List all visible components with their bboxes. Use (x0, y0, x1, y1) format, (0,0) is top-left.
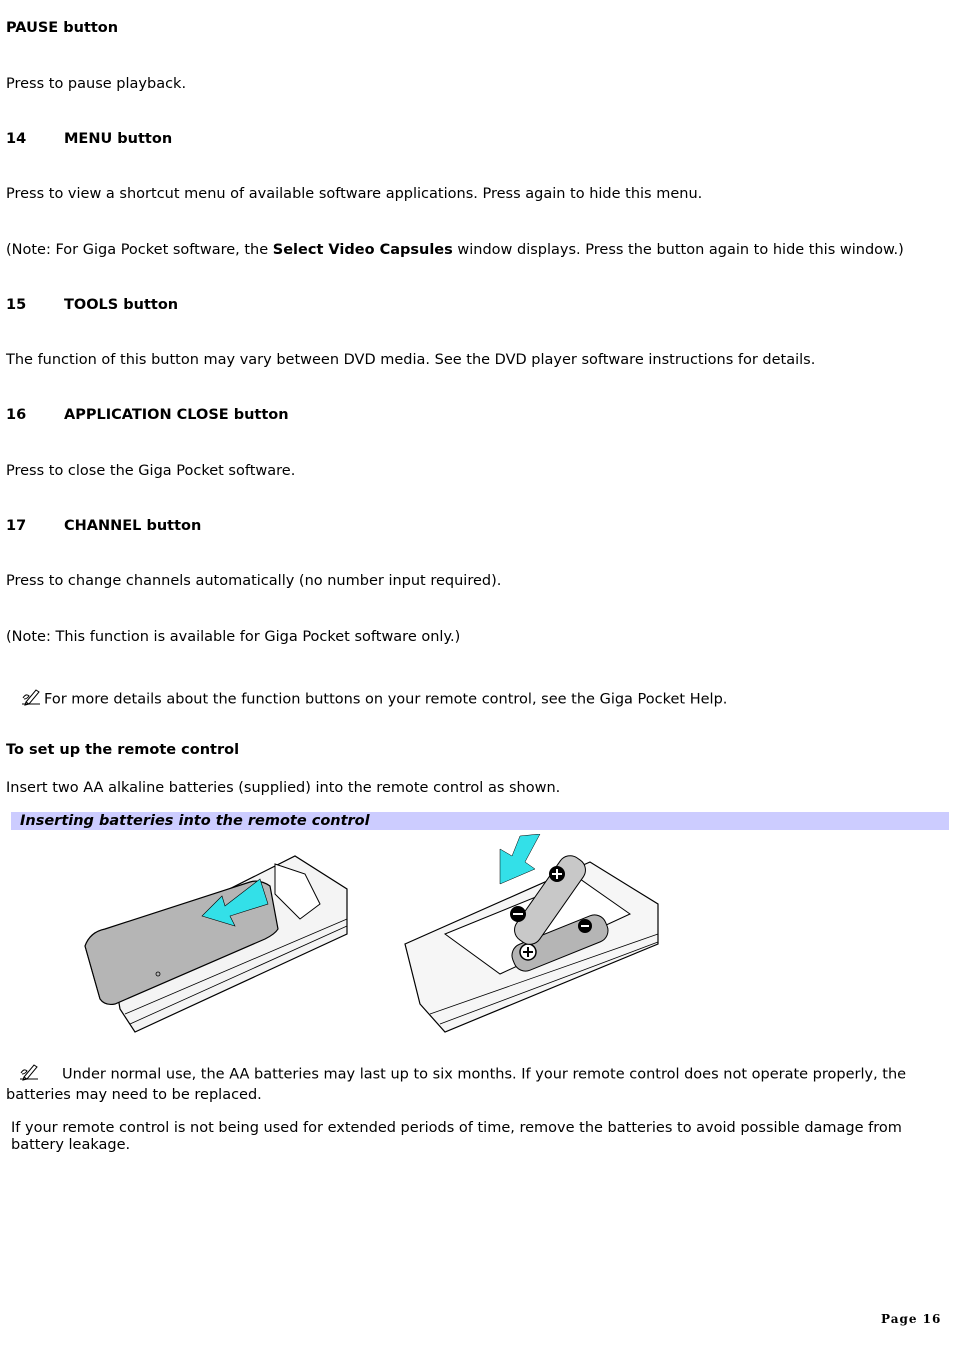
menu-note-bold: Select Video Capsules (272, 242, 453, 258)
item-title: APPLICATION CLOSE button (64, 407, 289, 423)
figure-caption-bar (11, 812, 949, 830)
battery-cover-illustration (80, 834, 350, 1038)
menu-desc: Press to view a shortcut menu of available software applications. Press again to hide this menu. (6, 186, 703, 202)
figure-caption: Inserting batteries into the remote control (20, 813, 370, 829)
tip-1 (20, 687, 727, 712)
tip-2-text: Under normal use, the AA batteries may last up to six months. If your remote control does not operate properly, the batteries may need to be replaced. (6, 1066, 907, 1103)
note-pencil-icon (18, 1062, 42, 1087)
item-number: 17 (6, 518, 27, 534)
menu-note (6, 241, 904, 259)
setup-desc: Insert two AA alkaline batteries (supplied) into the remote control as shown. (6, 780, 561, 796)
tip-2 (6, 1062, 946, 1104)
item-number: 16 (6, 407, 27, 423)
channel-note: (Note: This function is available for Giga Pocket software only.) (6, 629, 461, 645)
menu-note-before: (Note: For Giga Pocket software, the (6, 242, 273, 258)
item-14-heading (6, 130, 172, 148)
appclose-desc: Press to close the Giga Pocket software. (6, 463, 296, 479)
note-pencil-icon (20, 687, 44, 712)
item-number: 14 (6, 131, 27, 147)
tip-3: If your remote control is not being used for extended periods of time, remove the batteries to avoid possible damage from battery leakage. (11, 1120, 902, 1153)
tip-1-text: For more details about the function buttons on your remote control, see the Giga Pocket Help. (44, 691, 728, 708)
item-17-heading (6, 517, 201, 535)
channel-desc: Press to change channels automatically (no number input required). (6, 573, 502, 589)
item-title: CHANNEL button (64, 518, 202, 534)
item-16-heading (6, 406, 289, 424)
pause-title: PAUSE button (6, 20, 119, 36)
item-15-heading (6, 296, 178, 314)
item-title: TOOLS button (64, 297, 179, 313)
item-number: 15 (6, 297, 27, 313)
page-number: Page 16 (881, 1312, 942, 1326)
setup-heading: To set up the remote control (6, 742, 240, 758)
menu-note-after: window displays. Press the button again to hide this window.) (452, 242, 904, 258)
tools-desc: The function of this button may vary between DVD media. See the DVD player software instructions for details. (6, 352, 816, 368)
batteries-insert-illustration (400, 834, 660, 1038)
item-title: MENU button (64, 131, 173, 147)
pause-desc: Press to pause playback. (6, 76, 187, 92)
